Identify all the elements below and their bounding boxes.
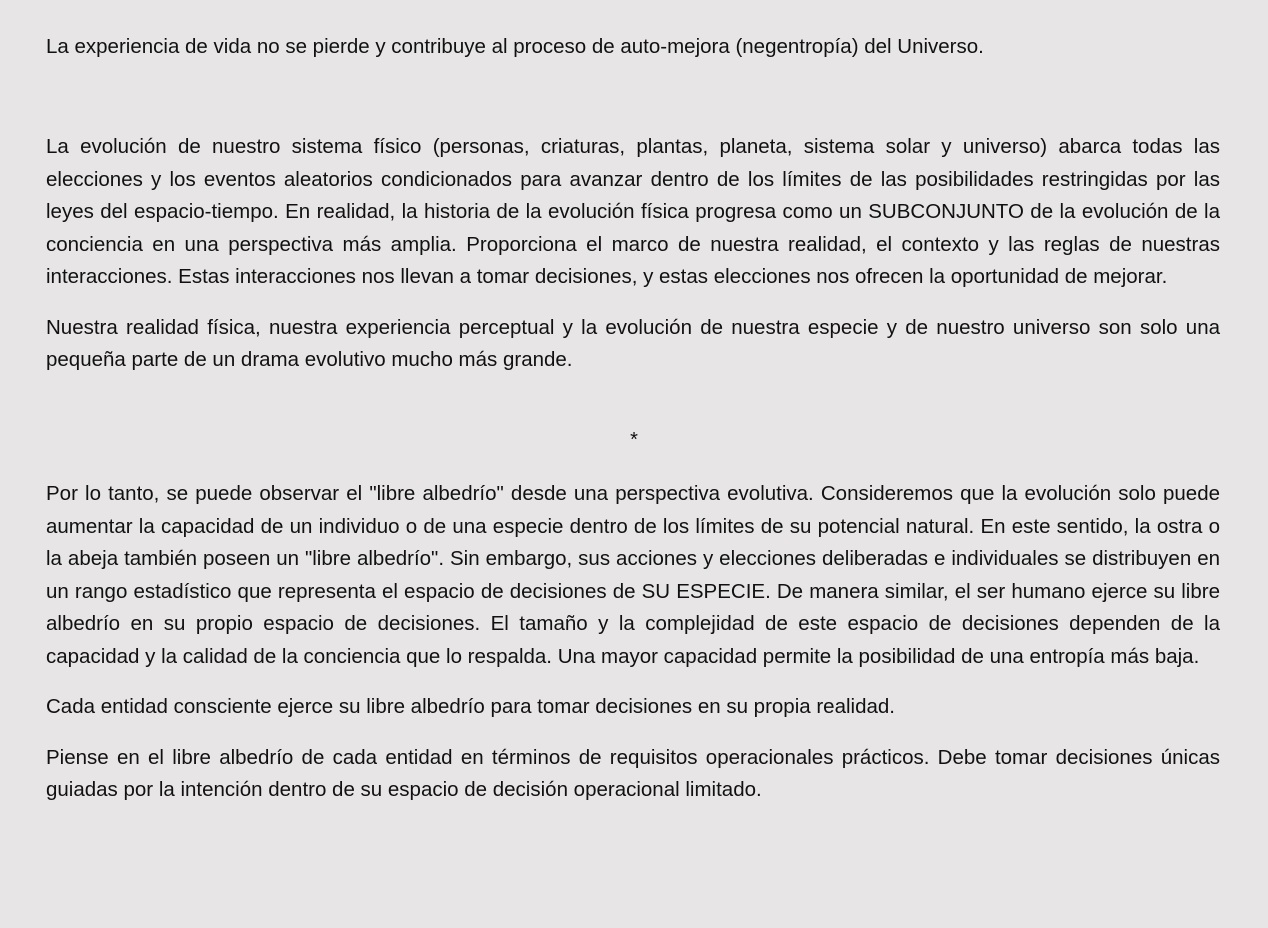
- intro-paragraph: La experiencia de vida no se pierde y contribuye al proceso de auto-mejora (negentropía) del Universo.: [46, 35, 984, 58]
- paragraph-conscious-entity: Cada entidad consciente ejerce su libre albedrío para tomar decisiones en su propia realidad.: [46, 695, 895, 718]
- paragraph-physical-reality: Nuestra realidad física, nuestra experiencia perceptual y la evolución de nuestra especie y de nuestro universo son solo una pequeña parte de un drama evolutivo mucho más grande.: [46, 315, 1220, 371]
- section-evolution: [46, 131, 1220, 377]
- section-free-will: [46, 478, 1220, 807]
- paragraph-operational-requirements: Piense en el libre albedrío de cada entidad en términos de requisitos operacionales prácticos. Debe tomar decisiones únicas guiadas por la intención dentro de su espacio de decisión operacional limitado.: [46, 745, 1220, 801]
- paragraph-physical-evolution: La evolución de nuestro sistema físico (personas, criaturas, plantas, planeta, sistema solar y universo) abarca todas las elecciones y los eventos aleatorios condicionados para avanzar dentro de los límites de las posibilidades restringidas por las leyes del espacio-tiempo. En realidad, la historia de la evolución física progresa como un SUBCONJUNTO de la evolución de la conciencia en una perspectiva más amplia. Proporciona el marco de nuestra realidad, el contexto y las reglas de nuestras interacciones. Estas interacciones nos llevan a tomar decisiones, y estas elecciones nos ofrecen la oportunidad de mejorar.: [46, 135, 1220, 288]
- paragraph-free-will-evolutionary: Por lo tanto, se puede observar el "libre albedrío" desde una perspectiva evolutiva. Consideremos que la evolución solo puede aumentar la capacidad de un individuo o de una especie dentro de los límites de su potencial natural. En este sentido, la ostra o la abeja también poseen un "libre albedrío". Sin embargo, sus acciones y elecciones deliberadas e individuales se distribuyen en un rango estadístico que representa el espacio de decisiones de SU ESPECIE. De manera similar, el ser humano ejerce su libre albedrío en su propio espacio de decisiones. El tamaño y la complejidad de este espacio de decisiones dependen de la capacidad y la calidad de la conciencia que lo respalda. Una mayor capacidad permite la posibilidad de una entropía más baja.: [46, 482, 1220, 668]
- section-separator: *: [630, 429, 638, 451]
